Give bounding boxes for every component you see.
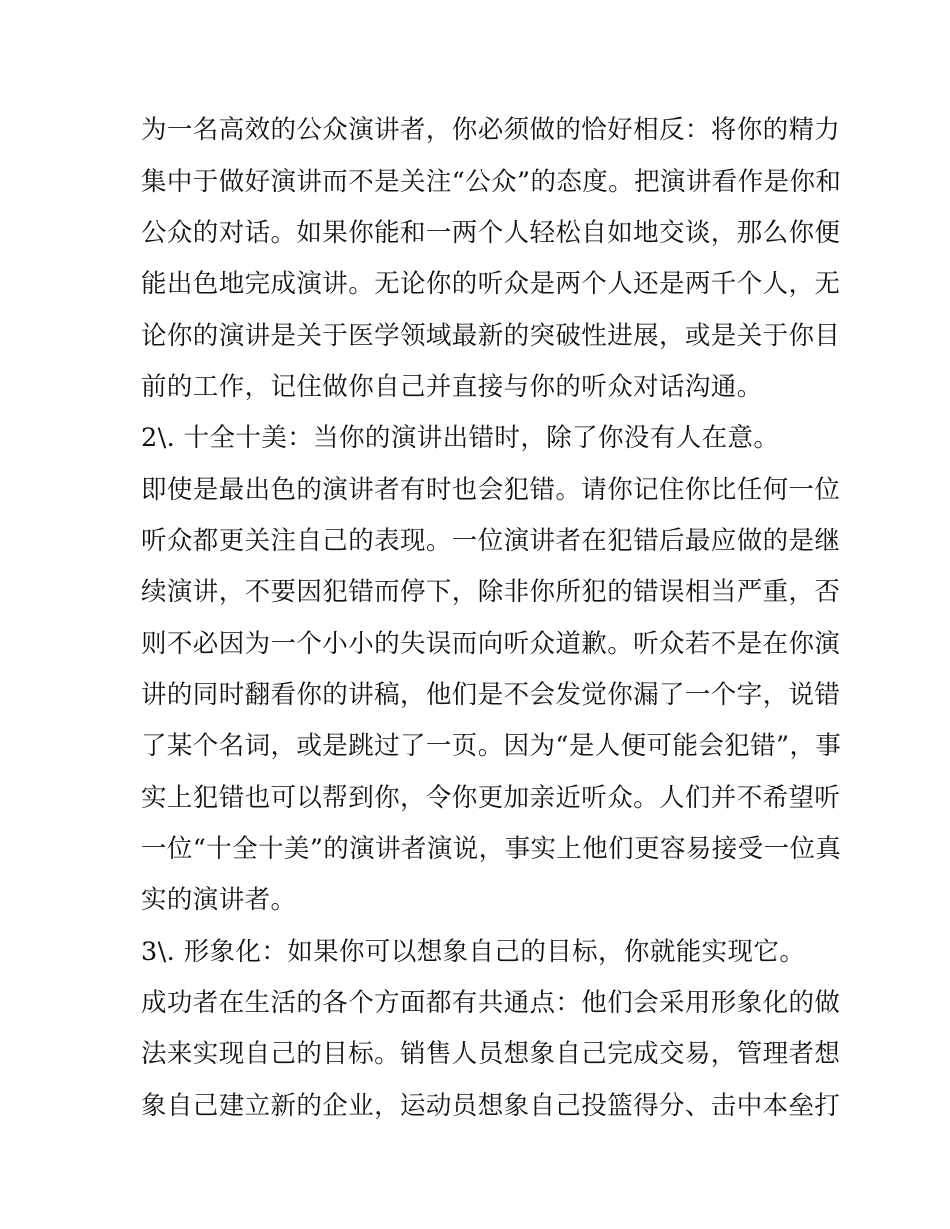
text-line: 前的工作，记住做你自己并直接与你的听众对话沟通。: [141, 372, 763, 402]
text-line: 了某个名词，或是跳过了一页。因为“是人便可能会犯错”，事: [141, 731, 842, 761]
text-line: 则不必因为一个小小的失误而向听众道歉。听众若不是在你演: [141, 629, 841, 659]
text-line: 即使是最出色的演讲者有时也会犯错。请你记住你比任何一位: [141, 475, 841, 505]
text-line: 续演讲，不要因犯错而停下，除非你所犯的错误相当严重，否: [141, 577, 841, 607]
text-line: 为一名高效的公众演讲者，你必须做的恰好相反：将你的精力: [141, 115, 841, 145]
section-heading: 2\. 十全十美：当你的演讲出错时，除了你没有人在意。: [141, 423, 780, 453]
text-line: 讲的同时翻看你的讲稿，他们是不会发觉你漏了一个字，说错: [141, 680, 841, 710]
text-line: 集中于做好演讲而不是关注“公众”的态度。把演讲看作是你和: [141, 167, 842, 197]
text-line: 听众都更关注自己的表现。一位演讲者在犯错后最应做的是继: [141, 526, 841, 556]
text-line: 法来实现自己的目标。销售人员想象自己完成交易，管理者想: [141, 1039, 841, 1069]
text-line: 象自己建立新的企业，运动员想象自己投篮得分、击中本垒打: [141, 1091, 841, 1121]
text-line: 一位“十全十美”的演讲者演说，事实上他们更容易接受一位真: [141, 834, 842, 864]
text-line: 论你的演讲是关于医学领域最新的突破性进展，或是关于你目: [141, 321, 841, 351]
text-line: 能出色地完成演讲。无论你的听众是两个人还是两千个人，无: [141, 269, 841, 299]
text-line: 实的演讲者。: [141, 885, 297, 915]
text-line: 成功者在生活的各个方面都有共通点：他们会采用形象化的做: [141, 988, 841, 1018]
text-line: 实上犯错也可以帮到你，令你更加亲近听众。人们并不希望听: [141, 783, 841, 813]
text-line: 公众的对话。如果你能和一两个人轻松自如地交谈，那么你便: [141, 218, 841, 248]
section-heading: 3\. 形象化：如果你可以想象自己的目标，你就能实现它。: [141, 937, 806, 967]
